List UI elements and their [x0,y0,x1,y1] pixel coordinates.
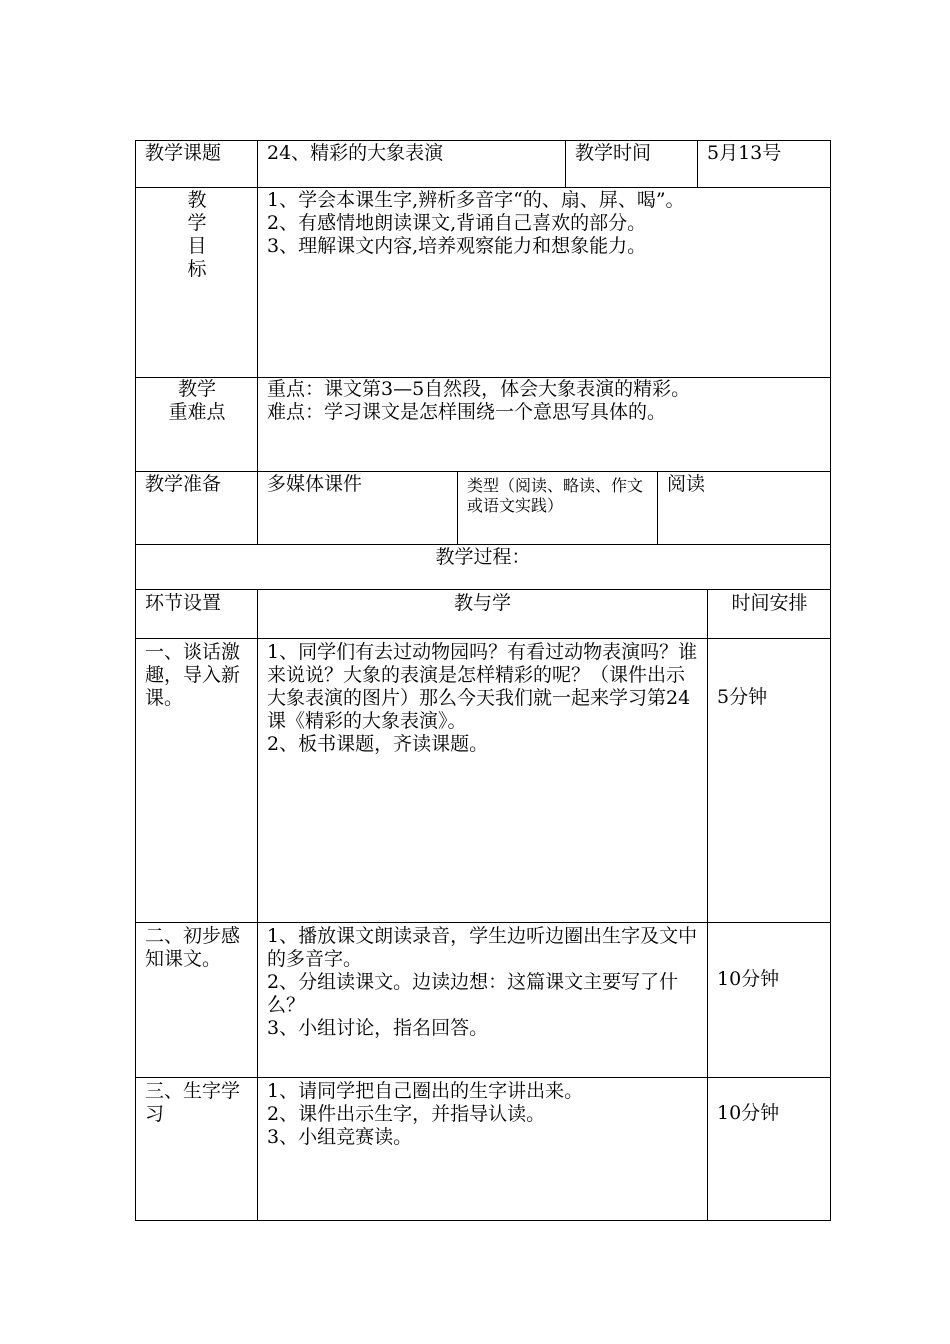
row-divider [135,1077,831,1078]
topic-value: 24、精彩的大象表演 [267,142,444,164]
col-divider [657,471,658,544]
goals-list [267,189,827,258]
col-divider [697,140,698,187]
row-divider [135,589,831,590]
stage-content: 1、请同学把自己圈出的生字讲出来。 2、课件出示生字，并指导认读。 3、小组竞赛读。 [267,1080,584,1148]
key-difficulty: 难点：学习课文是怎样围绕一个意思写具体的。 [267,401,667,423]
stage-time: 5分钟 [717,686,768,708]
type-value: 阅读 [667,473,706,495]
process-title: 教学过程： [435,546,531,568]
goals-label: 教 学 目 标 [187,189,207,280]
col-divider [257,140,258,544]
goal-item: 2、有感情地朗读课文,背诵自己喜欢的部分。 [267,212,647,234]
key-points-label: 教学 重难点 [168,378,226,423]
preparation-value: 多媒体课件 [267,473,363,495]
time-label: 教学时间 [575,142,652,164]
row-divider [135,922,831,923]
col-header-time: 时间安排 [731,592,808,614]
col-divider [707,589,708,1221]
stage-time: 10分钟 [717,1102,780,1124]
topic-label: 教学课题 [145,142,222,164]
col-header-stage: 环节设置 [145,592,222,614]
stage-time: 10分钟 [717,968,780,990]
goal-item: 3、理解课文内容,培养观察能力和想象能力。 [267,235,647,257]
row-divider [135,638,831,639]
row-divider [135,544,831,545]
stage-name: 二、初步感知课文。 [145,925,241,970]
row-divider [135,187,831,188]
col-divider [257,589,258,1221]
stage-content: 1、同学们有去过动物园吗？有看过动物表演吗？谁来说说？大象的表演是怎样精彩的呢？（课件出示大象表演的图片）那么今天我们就一起来学习第24课《精彩的大象表演》。 2、板书课题，齐读课题。 [267,641,698,755]
stage-content: 1、播放课文朗读录音，学生边听边圈出生字及文中的多音字。 2、分组读课文。边读边想：这篇课文主要写了什么？ 3、小组讨论，指名回答。 [267,925,698,1039]
stage-name: 三、生字学习 [145,1080,241,1125]
time-value: 5月13号 [707,142,782,164]
col-header-teaching: 教与学 [453,592,511,614]
key-focus: 重点：课文第3—5自然段，体会大象表演的精彩。 [267,378,691,400]
stage-name: 一、谈话激趣，导入新课。 [145,641,241,709]
col-divider [565,140,566,187]
preparation-label: 教学准备 [145,473,222,495]
type-label: 类型（阅读、略读、作文或语文实践） [467,476,644,515]
col-divider [457,471,458,544]
goal-item: 1、学会本课生字,辨析多音字“的、扇、屏、喝”。 [267,189,685,211]
row-divider [135,471,831,472]
